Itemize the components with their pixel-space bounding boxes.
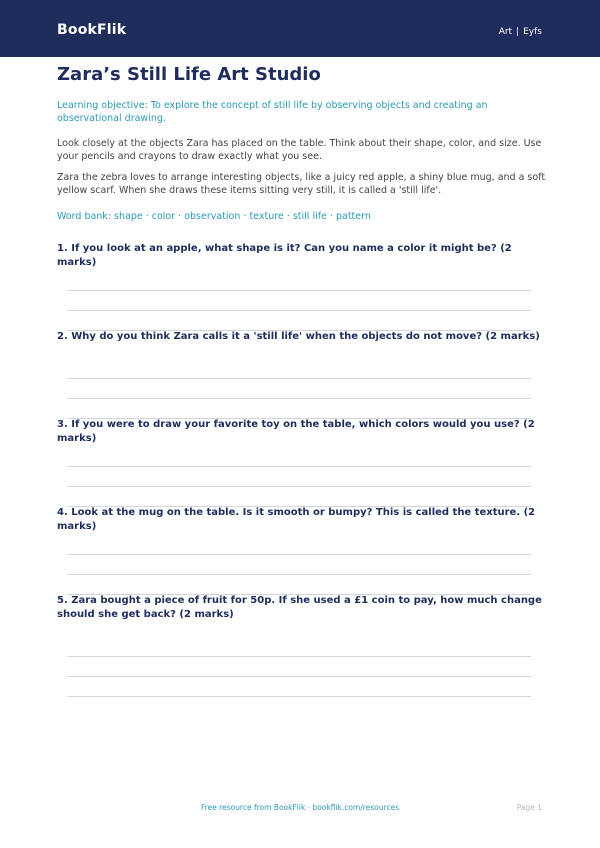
question-4: 4. Look at the mug on the table. Is it smooth or bumpy? This is called the texture. (2 marks) xyxy=(57,507,536,532)
question-5: 5. Zara bought a piece of fruit for 50p. If she used a £1 coin to pay, how much change should she get back? (2 marks) xyxy=(57,595,542,620)
page-title: Zara’s Still Life Art Studio xyxy=(57,64,321,85)
answer-line[interactable] xyxy=(67,554,531,555)
answer-line[interactable] xyxy=(67,290,531,291)
answer-line[interactable] xyxy=(67,398,531,399)
level-label: Eyfs xyxy=(523,27,542,37)
instructions-paragraph: Look closely at the objects Zara has placed on the table. Think about their shape, color, and size. Use your pencils and crayons to draw exactly what you see. xyxy=(57,138,542,162)
answer-line[interactable] xyxy=(67,310,531,311)
answer-line[interactable] xyxy=(67,676,531,677)
answer-line[interactable] xyxy=(67,486,531,487)
page-number: Page 1 xyxy=(516,803,542,812)
question-1: 1. If you look at an apple, what shape is it? Can you name a color it might be? (2 marks) xyxy=(57,243,512,268)
answer-line[interactable] xyxy=(67,378,531,379)
story-paragraph: Zara the zebra loves to arrange interesting objects, like a juicy red apple, a shiny blue mug, and a soft yellow scarf. When she draws these items sitting very still, it is called a 'still life'. xyxy=(57,172,546,196)
brand-logo: BookFlik xyxy=(57,22,127,38)
word-bank: Word bank: shape · color · observation · texture · still life · pattern xyxy=(57,211,371,222)
page-header xyxy=(0,0,600,57)
subject-level-tag xyxy=(499,27,542,37)
footer-credit: Free resource from BookFlik · bookflik.com/resources xyxy=(200,803,400,812)
subject-label: Art xyxy=(498,27,513,37)
answer-line[interactable] xyxy=(67,696,531,697)
meta-separator: | xyxy=(516,27,520,37)
question-3: 3. If you were to draw your favorite toy on the table, which colors would you use? (2 marks) xyxy=(57,419,535,444)
learning-objective: Learning objective: To explore the concept of still life by observing objects and creating an observational drawing. xyxy=(57,100,488,124)
answer-line[interactable] xyxy=(67,574,531,575)
answer-line[interactable] xyxy=(67,656,531,657)
question-2: 2. Why do you think Zara calls it a 'still life' when the objects do not move? (2 marks) xyxy=(57,331,540,342)
answer-line[interactable] xyxy=(67,466,531,467)
